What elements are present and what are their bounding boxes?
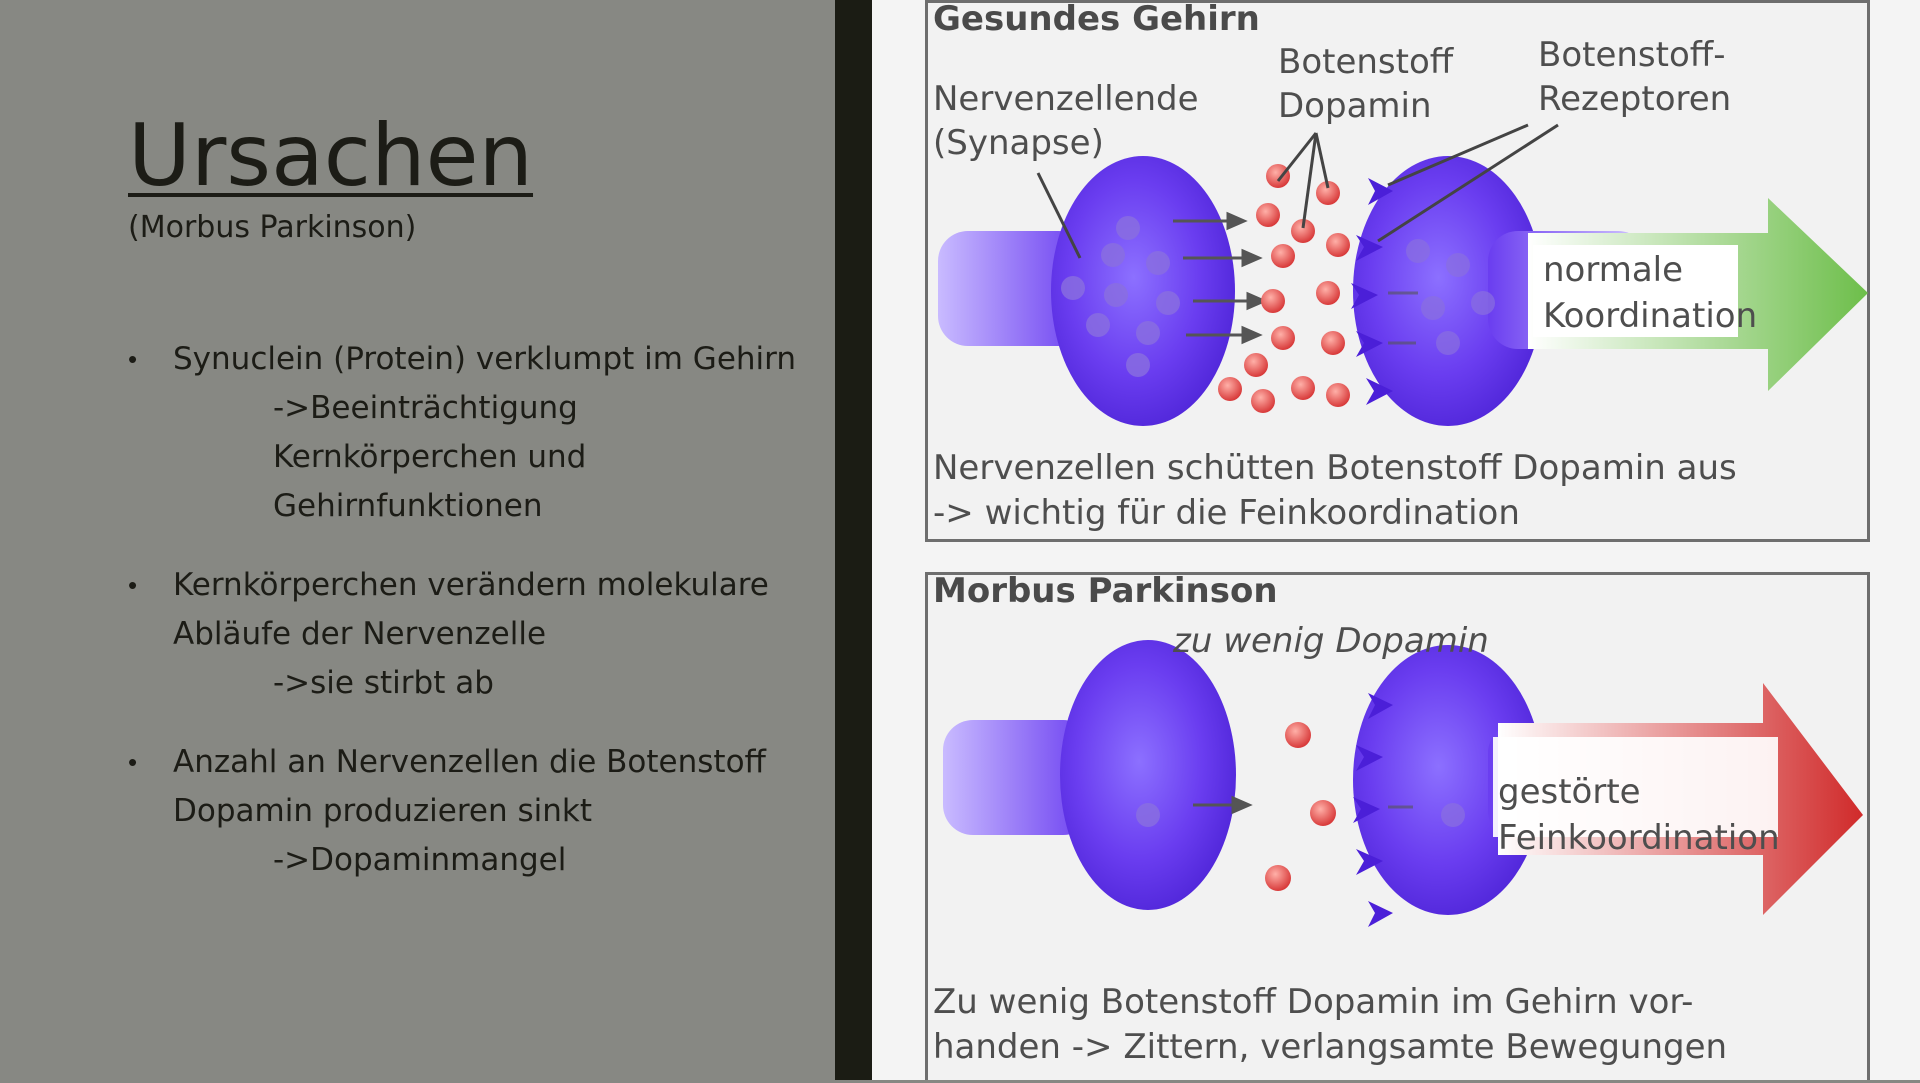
bullet-text-continued: Dopamin produzieren sinkt xyxy=(173,793,592,829)
bullet-marker: • xyxy=(128,747,138,777)
slide-title: Ursachen xyxy=(128,106,534,206)
figure-heading: Morbus Parkinson xyxy=(933,571,1278,611)
label-line: Rezeptoren xyxy=(1538,79,1732,119)
bullet-marker: • xyxy=(128,570,138,600)
label-line: gestörte xyxy=(1498,772,1641,812)
caption-line: Nervenzellen schütten Botenstoff Dopamin aus xyxy=(933,448,1737,488)
panel-divider xyxy=(835,0,872,1080)
bullet-subtext: Gehirnfunktionen xyxy=(273,488,543,524)
label-line: Botenstoff- xyxy=(1538,35,1726,75)
bullet-text: Kernkörperchen verändern molekulare xyxy=(173,567,769,603)
bullet-item xyxy=(128,738,808,885)
figure-heading: Gesundes Gehirn xyxy=(933,0,1260,39)
label-line: Feinkoordination xyxy=(1498,818,1780,858)
figure-caption xyxy=(933,980,1727,1070)
figure-parkinson xyxy=(925,572,1870,1080)
bullet-marker: • xyxy=(128,344,138,374)
bullet-text: Synuclein (Protein) verklumpt im Gehirn xyxy=(173,341,796,377)
label-line: Dopamin xyxy=(1278,86,1432,126)
bullet-subtext: ->sie stirbt ab xyxy=(273,665,494,701)
bullet-item xyxy=(128,335,808,531)
caption-line: -> wichtig für die Feinkoordination xyxy=(933,493,1520,533)
dopamine-molecules xyxy=(1265,722,1336,891)
bullet-text: Anzahl an Nervenzellen die Botenstoff xyxy=(173,744,766,780)
label-dopamine xyxy=(1278,40,1453,128)
arrow-label-normal xyxy=(1543,247,1757,339)
label-line: normale xyxy=(1543,250,1684,290)
label-line: (Synapse) xyxy=(933,123,1104,163)
figure-caption xyxy=(933,446,1737,536)
presynaptic-terminal xyxy=(1060,640,1236,910)
dopamine-molecules xyxy=(1218,164,1350,413)
bullet-item xyxy=(128,561,808,708)
label-receptors xyxy=(1538,33,1731,121)
bullet-list xyxy=(128,335,808,915)
bullet-text-continued: Abläufe der Nervenzelle xyxy=(173,616,547,652)
arrow-label-disturbed xyxy=(1498,769,1780,861)
caption-line: Zu wenig Botenstoff Dopamin im Gehirn vor- xyxy=(933,982,1694,1022)
label-line: Koordination xyxy=(1543,296,1758,336)
figure-healthy-brain xyxy=(925,0,1870,542)
slide-subtitle: (Morbus Parkinson) xyxy=(128,210,417,245)
label-too-little-dopamine: zu wenig Dopamin xyxy=(1173,621,1489,661)
left-panel xyxy=(0,0,835,1080)
bullet-subtext: ->Beeinträchtigung xyxy=(273,390,578,426)
bullet-subtext: Kernkörperchen und xyxy=(273,439,587,475)
label-line: Nervenzellende xyxy=(933,79,1199,119)
bullet-subtext: ->Dopaminmangel xyxy=(273,842,567,878)
label-line: Botenstoff xyxy=(1278,42,1454,82)
caption-line: handen -> Zittern, verlangsamte Bewegungen xyxy=(933,1027,1728,1067)
label-synapse xyxy=(933,77,1199,165)
